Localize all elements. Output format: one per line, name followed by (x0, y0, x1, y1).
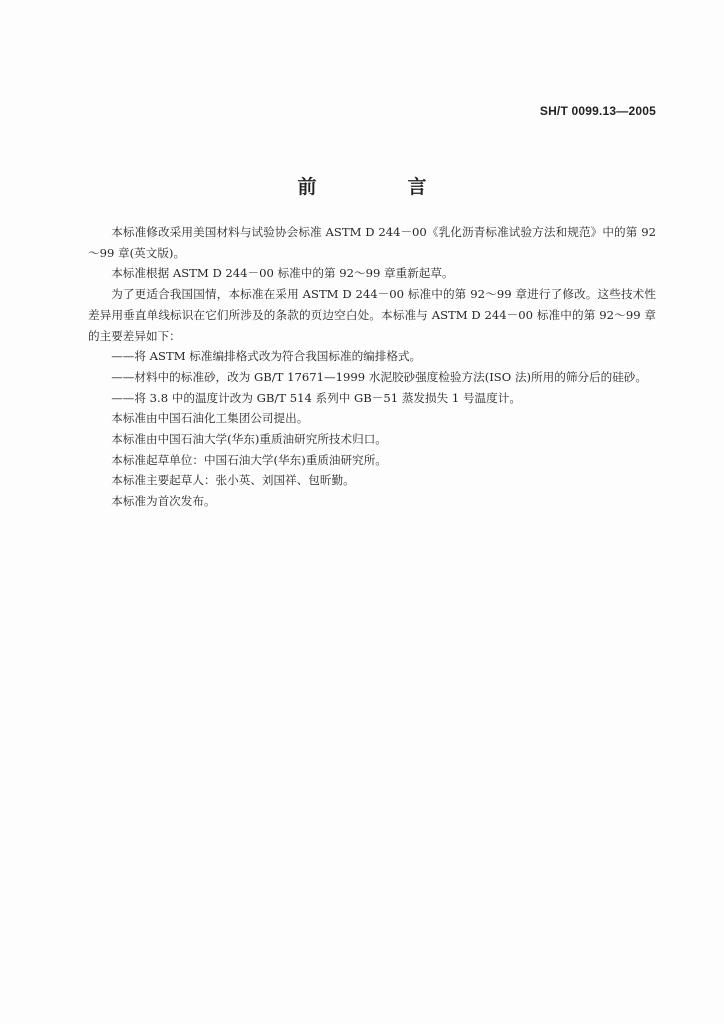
paragraph-first-release: 本标准为首次发布。 (111, 494, 216, 509)
paragraph-proposer: 本标准由中国石油化工集团公司提出。 (111, 411, 309, 426)
list-item-format: ——将 ASTM 标准编排格式改为符合我国标准的编排格式。 (111, 349, 422, 364)
paragraph-drafting-unit: 本标准起草单位：中国石油大学(华东)重质油研究所。 (111, 452, 387, 467)
list-item-thermometer: ——将 3.8 中的温度计改为 GB/T 514 系列中 GB－51 蒸发损失 1 号温度计。 (111, 390, 521, 405)
paragraph-adoption: 本标准修改采用美国材料与试验协会标准 ASTM D 244－00《乳化沥青标准试验方法和规范》中的第 92～99 章(英文版)。 (88, 225, 656, 260)
paragraph-drafters: 本标准主要起草人：张小英、刘国祥、包昕勤。 (111, 473, 355, 488)
paragraph-modifications: 为了更适合我国国情，本标准在采用 ASTM D 244－00 标准中的第 92～99 章进行了修改。这些技术性差异用垂直单线标识在它们所涉及的条款的页边空白处。本标准与 ASTM D 244－00 标准中的第 92～99 章的主要差异如下： (88, 287, 656, 343)
page-title: 前 言 (297, 176, 463, 198)
document-body (88, 222, 656, 512)
list-item-standard-sand: ——材料中的标准砂，改为 GB/T 17671—1999 水泥胶砂强度检验方法(ISO 法)所用的筛分后的硅砂。 (111, 369, 647, 384)
paragraph-administration: 本标准由中国石油大学(华东)重质油研究所技术归口。 (111, 432, 387, 447)
standard-code: SH/T 0099.13—2005 (539, 104, 656, 118)
paragraph-redrafting: 本标准根据 ASTM D 244－00 标准中的第 92～99 章重新起草。 (111, 266, 454, 281)
